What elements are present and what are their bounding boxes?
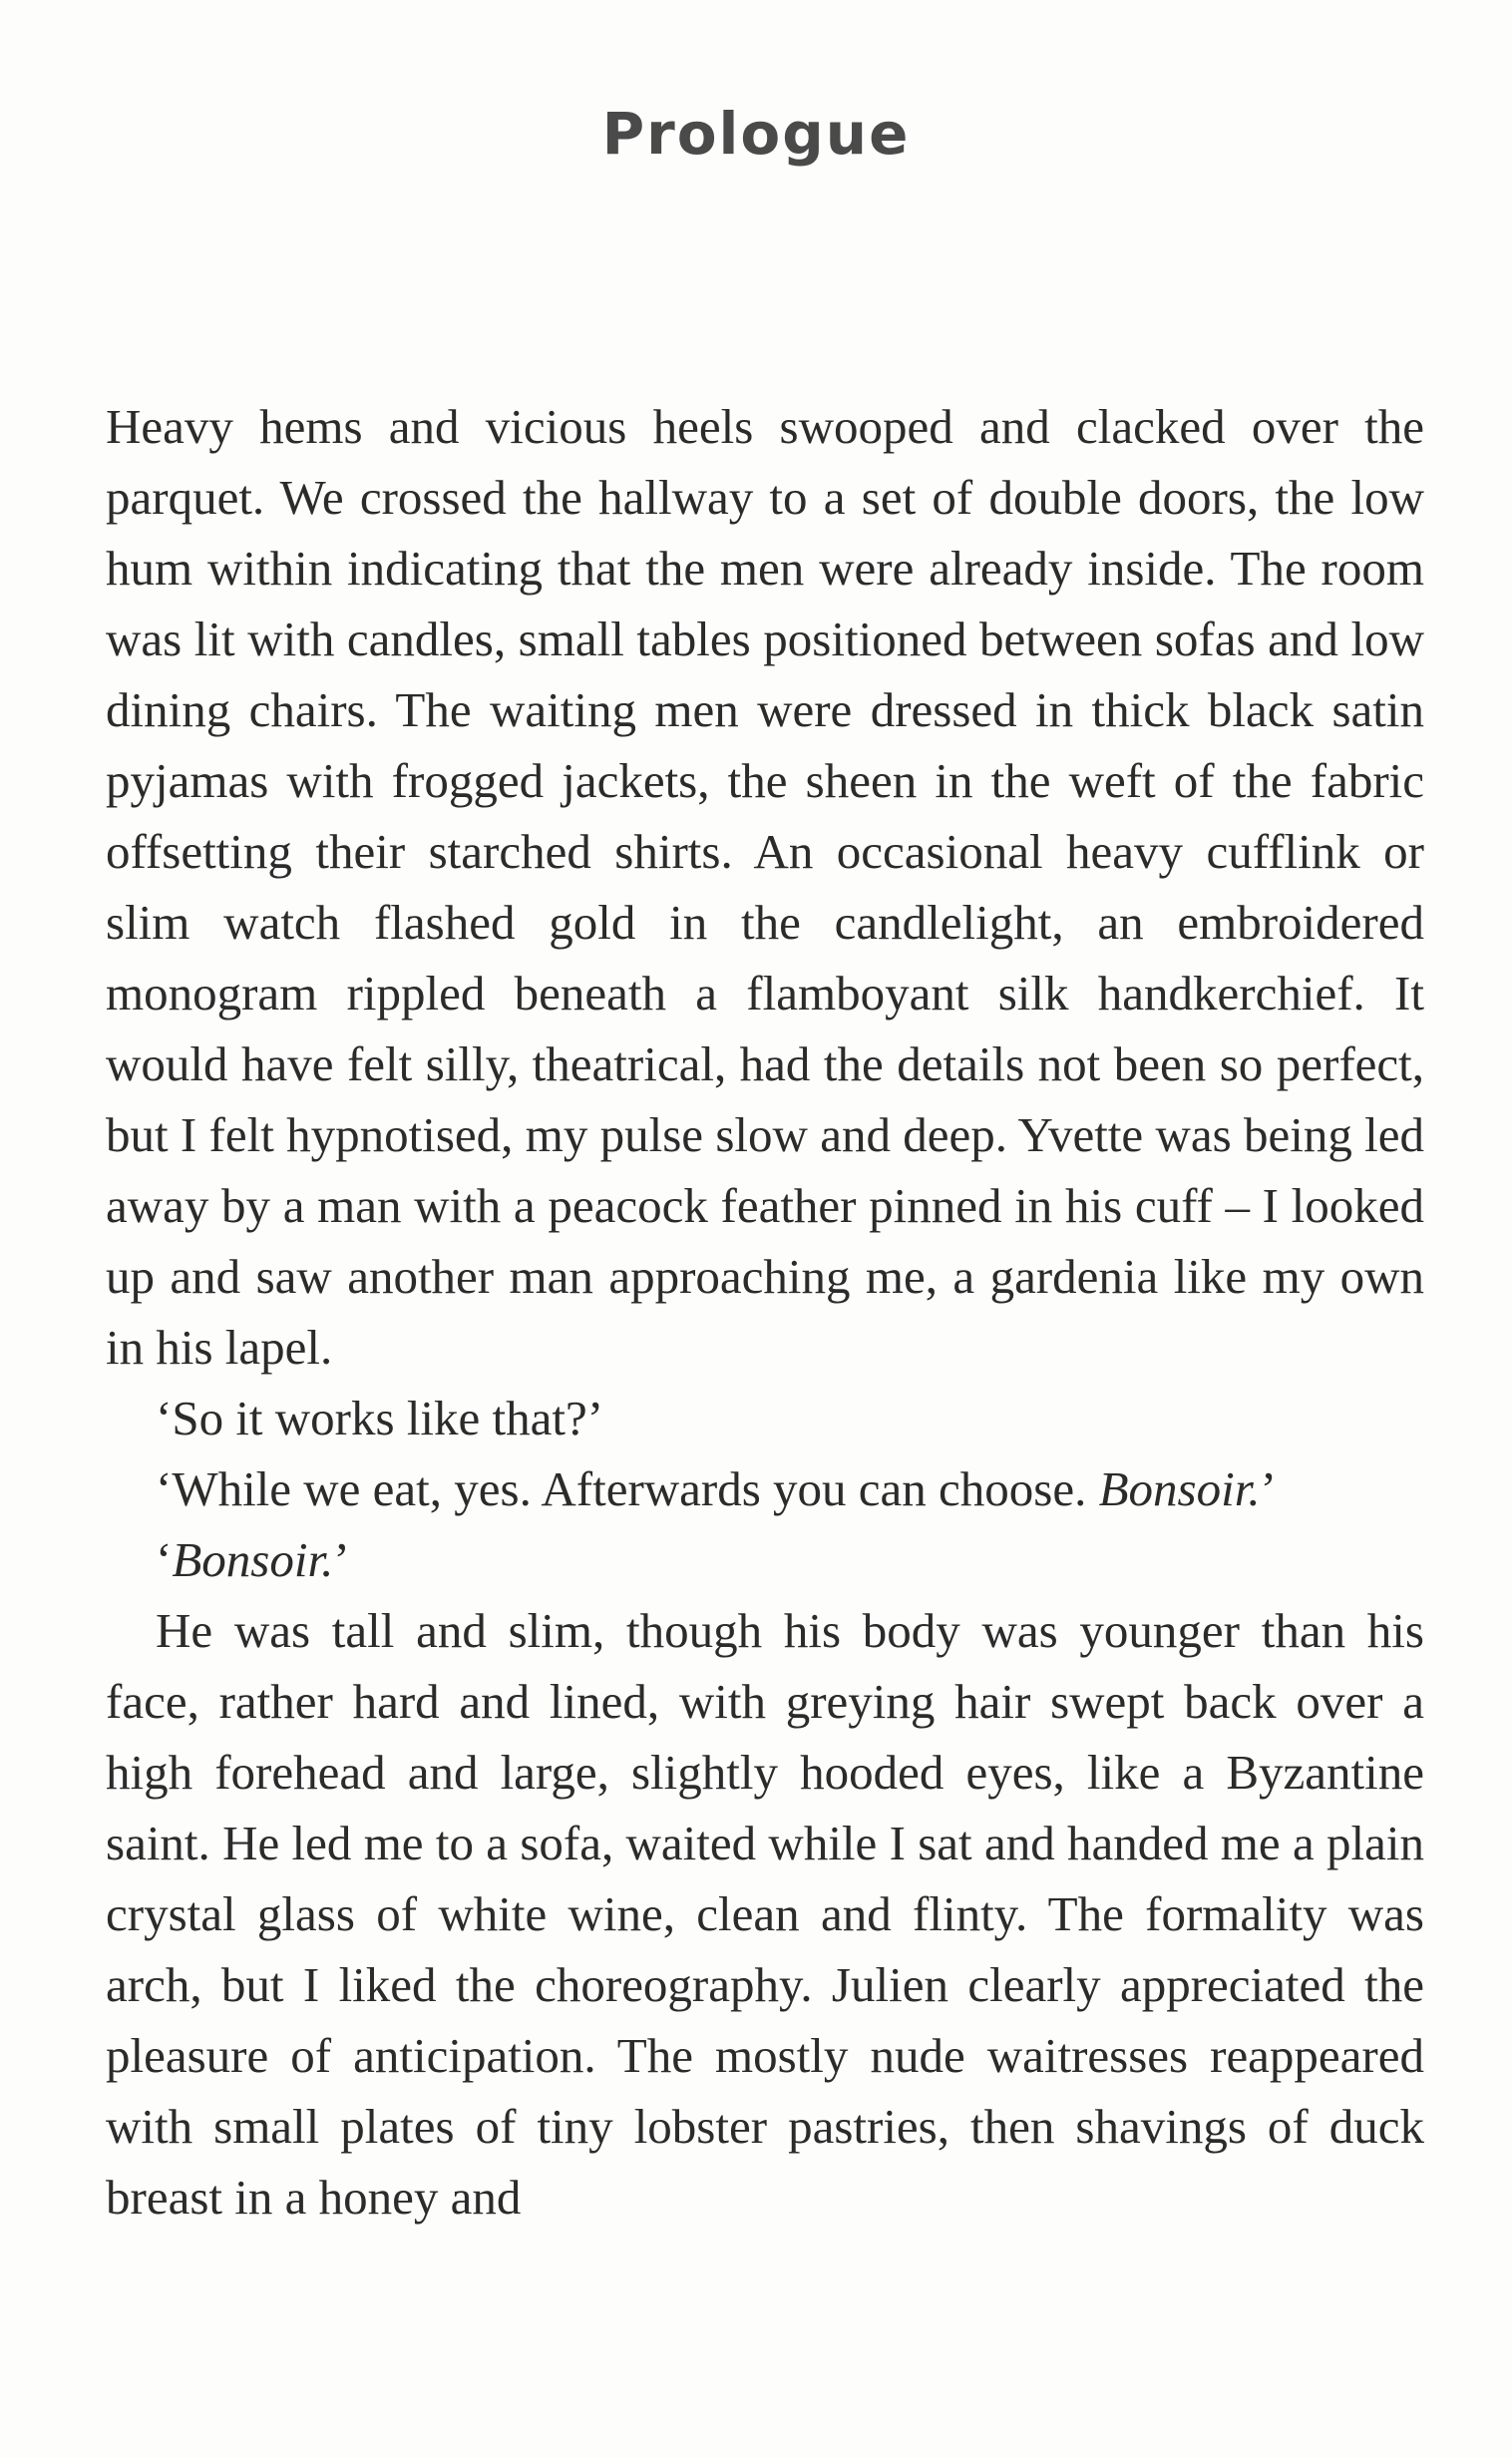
paragraph-julien: He was tall and slim, though his body was younger than his face, rather hard and lined, with greying hair swept back over a high forehead and large, slightly hooded eyes, like a Byzantine saint. He led me to a sofa, waited while I sat and handed me a plain crystal glass of white wine, clean and flinty. The formality was arch, but I liked the choreography. Julien clearly appreciated the pleasure of anticipation. The mostly nude waitresses reappeared with small plates of tiny lobster pastries, then shavings of duck breast in a honey and [106,1603,1424,2225]
dialogue-reply-italic: Bonsoir. [1098,1461,1261,1516]
dialogue-reply [106,1453,1424,1524]
dialogue-question: ‘So it works like that?’ [156,1391,604,1445]
body-text [106,391,1424,2233]
dialogue-greeting [106,1524,1424,1595]
dialogue-greeting-italic: Bonsoir. [172,1532,334,1587]
chapter-title: Prologue [601,100,911,168]
dialogue-greeting-close: ’ [333,1532,350,1587]
dialogue-reply-close: ’ [1260,1461,1277,1516]
dialogue-reply-text: ‘While we eat, yes. Afterwards you can choose. [156,1461,1099,1516]
dialogue-greeting-open: ‘ [156,1532,173,1587]
paragraph-opening: Heavy hems and vicious heels swooped and clacked over the parquet. We crossed the hallway to a set of double doors, the low hum within indicating that the men were already inside. The room was lit with candles, small tables positioned between sofas and low dining chairs. The waiting men were dressed in thick black satin pyjamas with frogged jackets, the sheen in the weft of the fabric offsetting their starched shirts. An occasional heavy cufflink or slim watch flashed gold in the candlelight, an embroidered monogram rippled beneath a flamboyant silk handkerchief. It would have felt silly, theatrical, had the details not been so perfect, but I felt hypnotised, my pulse slow and deep. Yvette was being led away by a man with a peacock feather pinned in his cuff – I looked up and saw another man approaching me, a gardenia like my own in his lapel. [106,399,1424,1375]
